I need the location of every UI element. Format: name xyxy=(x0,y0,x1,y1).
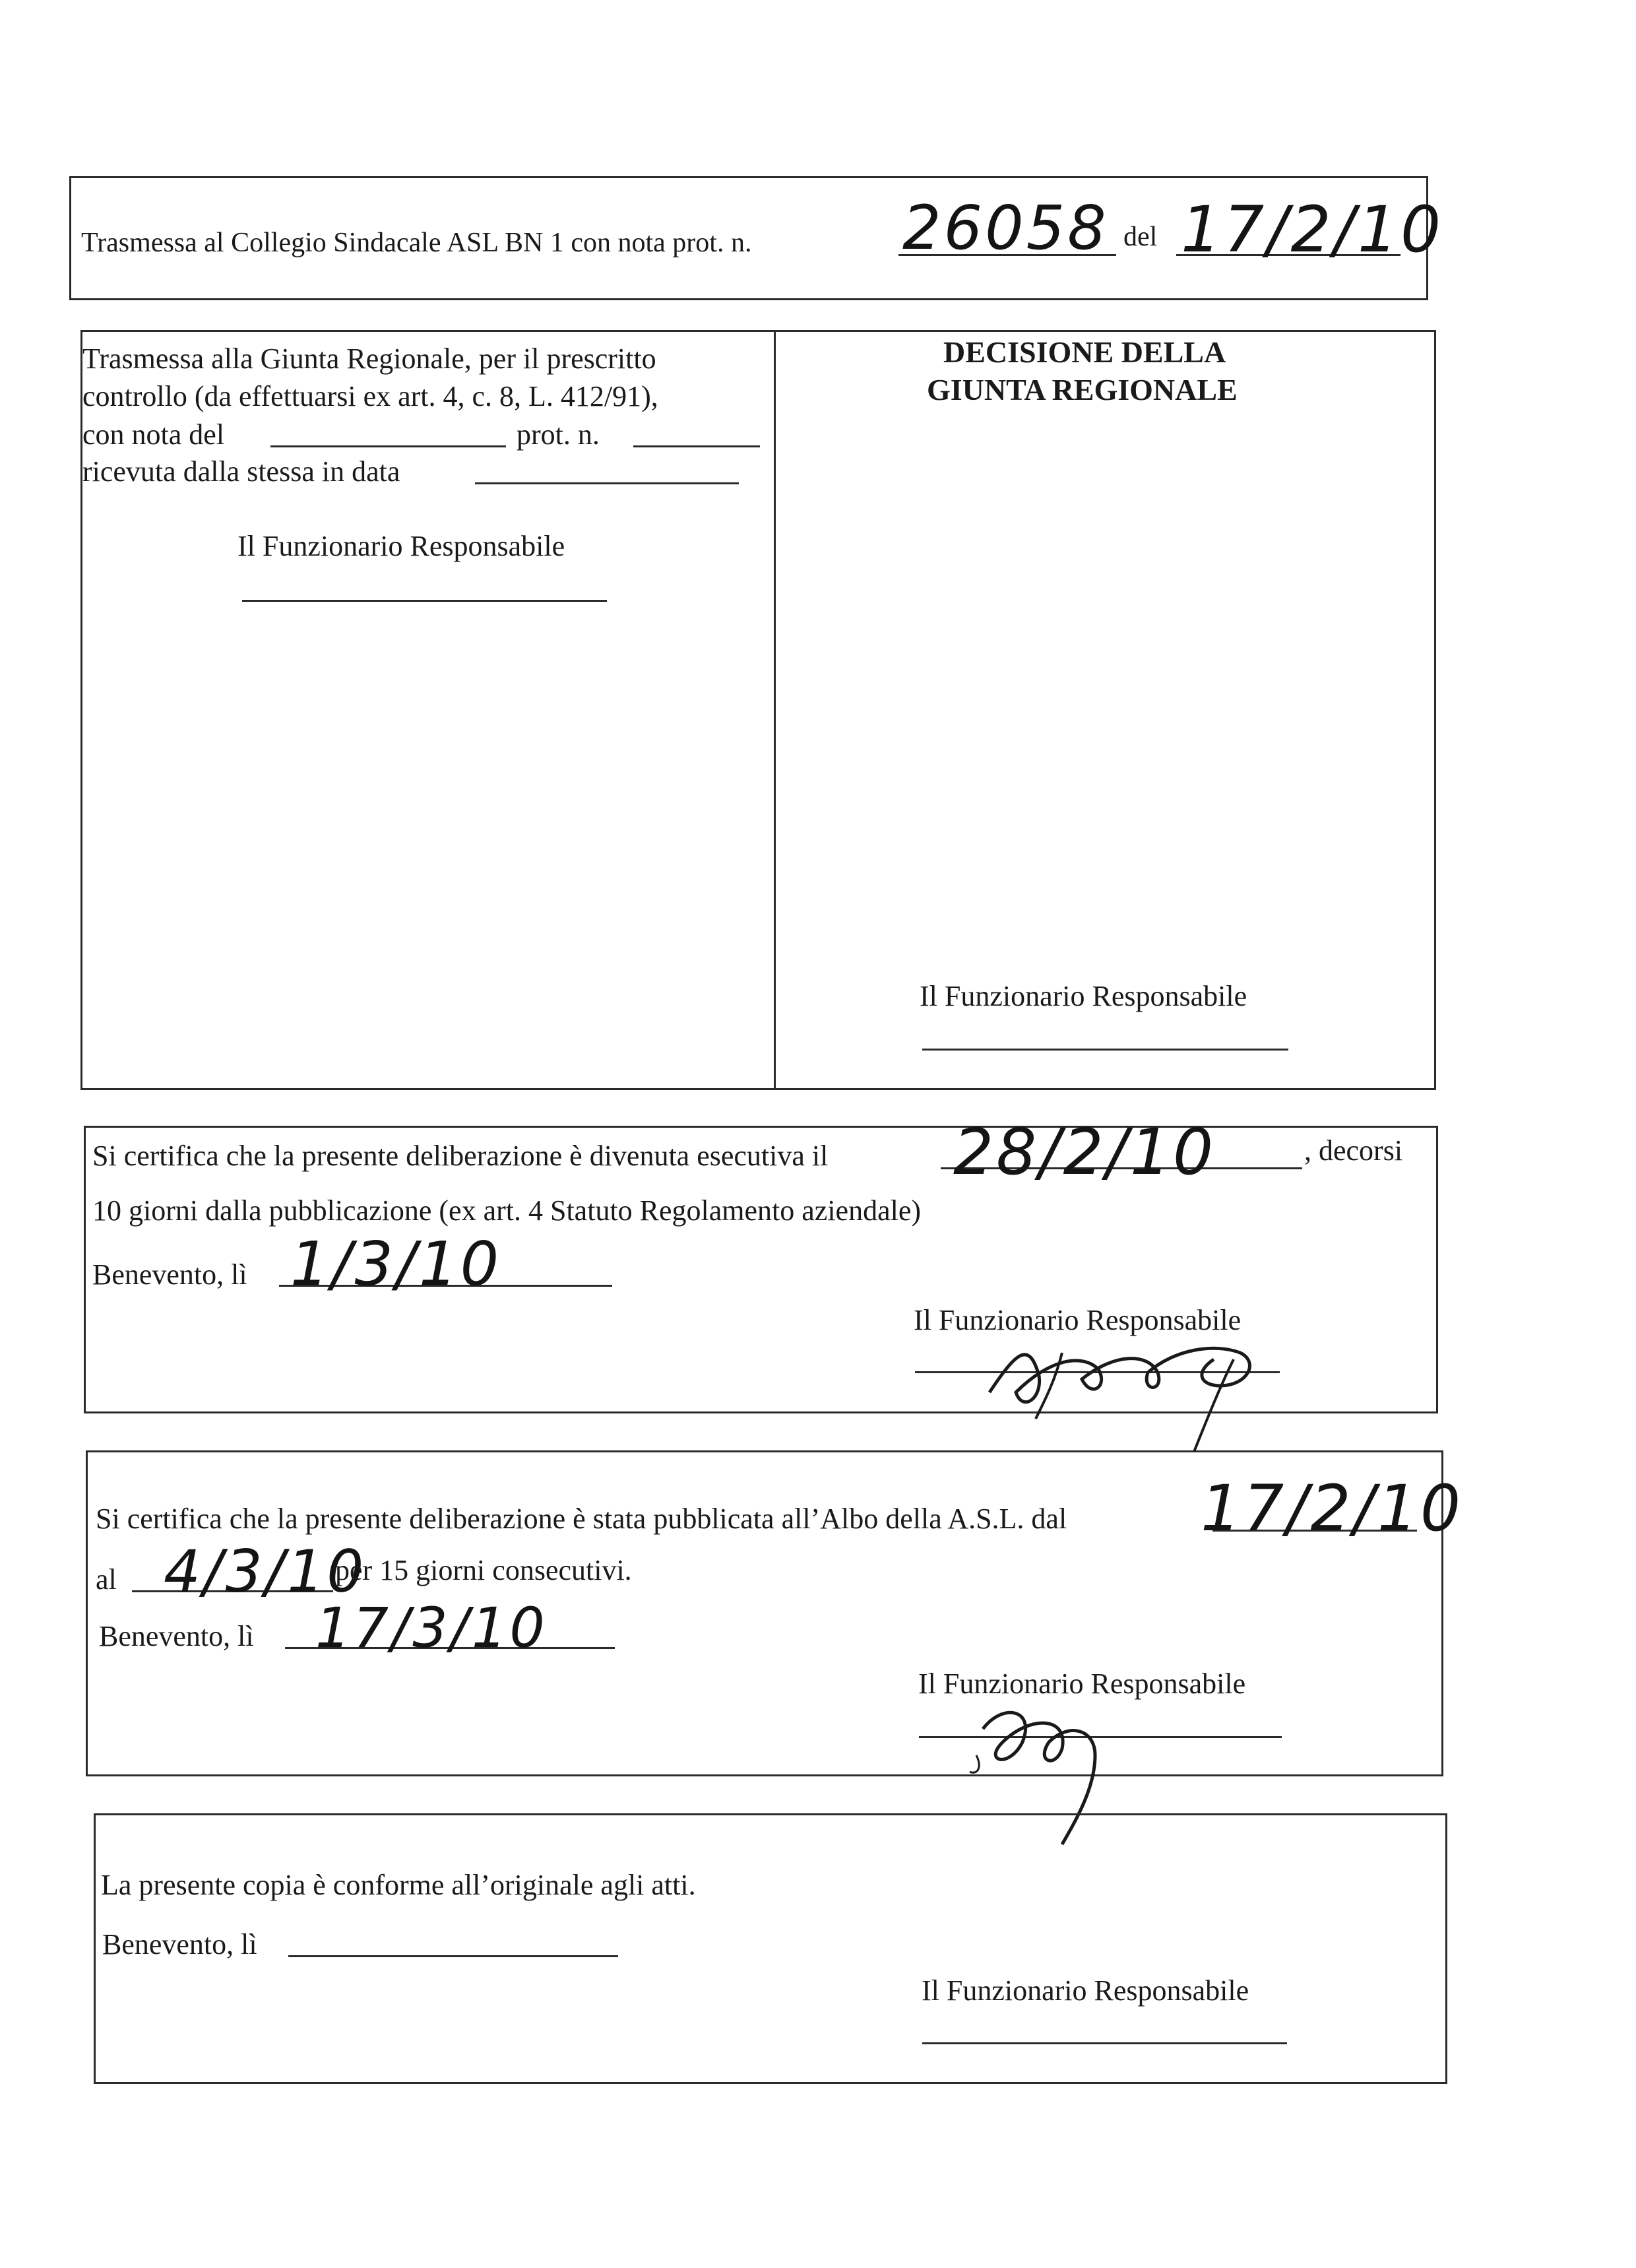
copia-place-date-line xyxy=(288,1955,618,1957)
pubblicazione-place-date-handwritten: 17/3/10 xyxy=(315,1596,548,1660)
ricevuta-label: ricevuta dalla stessa in data xyxy=(82,455,400,488)
esecutiva-date-handwritten: 28/2/10 xyxy=(953,1115,1216,1189)
decisione-heading-line-1: DECISIONE DELLA xyxy=(943,335,1226,369)
collegio-transmission-label: Trasmessa al Collegio Sindacale ASL BN 1 con nota prot. n. xyxy=(81,228,752,258)
giunta-left-signer: Il Funzionario Responsabile xyxy=(237,530,565,562)
pubblicazione-line-1: Si certifica che la presente deliberazione è stata pubblicata all’Albo della A.S.L. dal xyxy=(96,1503,1067,1535)
giunta-right-signer: Il Funzionario Responsabile xyxy=(920,980,1247,1012)
giunta-right-signature-line xyxy=(922,1049,1288,1051)
decorsi-label: , decorsi xyxy=(1304,1134,1403,1167)
pubblicazione-place-label: Benevento, lì xyxy=(99,1620,254,1652)
pubblicazione-to-handwritten: 4/3/10 xyxy=(164,1538,367,1605)
copia-conforme-line: La presente copia è conforme all’originale agli atti. xyxy=(101,1869,696,1901)
pubblicazione-signer: Il Funzionario Responsabile xyxy=(918,1668,1246,1700)
copia-signature-line xyxy=(922,2042,1287,2044)
giunta-left-signature-line xyxy=(242,600,607,602)
copia-place-label: Benevento, lì xyxy=(102,1928,257,1960)
pubblicazione-from-handwritten: 17/2/10 xyxy=(1201,1472,1464,1545)
esecutiva-line-1: Si certifica che la presente deliberazione è divenuta esecutiva il xyxy=(92,1140,829,1172)
copia-signer: Il Funzionario Responsabile xyxy=(922,1974,1249,2007)
al-label: al xyxy=(96,1563,117,1596)
ricevuta-date-line xyxy=(475,482,739,484)
prot-n-label: prot. n. xyxy=(517,418,600,451)
giunta-prot-line xyxy=(633,445,760,447)
esecutiva-place-date-handwritten: 1/3/10 xyxy=(290,1229,502,1299)
esecutiva-line-2: 10 giorni dalla pubblicazione (ex art. 4 Statuto Regolamento aziendale) xyxy=(92,1194,922,1227)
esecutiva-place-label: Benevento, lì xyxy=(92,1258,247,1291)
prot-number-handwritten: 26058 xyxy=(902,193,1109,263)
nota-del-label: con nota del xyxy=(82,418,225,451)
esecutiva-signer: Il Funzionario Responsabile xyxy=(914,1304,1242,1336)
del-label: del xyxy=(1123,222,1158,252)
collegio-date-handwritten: 17/2/10 xyxy=(1181,193,1444,267)
nota-del-line xyxy=(270,445,506,447)
decisione-heading-line-2: GIUNTA REGIONALE xyxy=(927,373,1238,406)
giunta-transmission-line-2: controllo (da effettuarsi ex art. 4, c. 8, L. 412/91), xyxy=(82,380,658,412)
giunta-regionale-box xyxy=(80,330,1436,1090)
esecutiva-signature-scribble xyxy=(976,1313,1280,1458)
giunta-box-divider xyxy=(774,331,776,1089)
giunta-transmission-line-1: Trasmessa alla Giunta Regionale, per il prescritto xyxy=(82,342,656,375)
pubblicazione-period: per 15 giorni consecutivi. xyxy=(335,1554,632,1586)
